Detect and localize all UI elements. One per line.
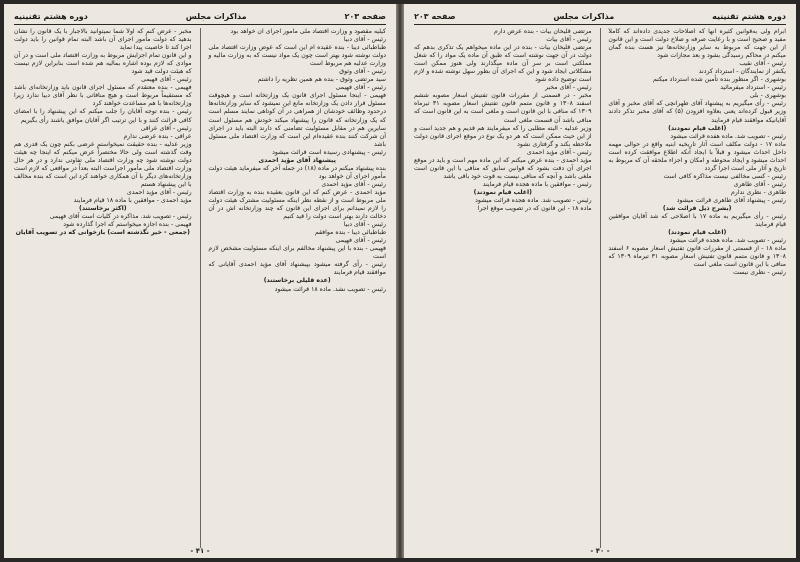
left-page-columns	[14, 28, 386, 548]
speech-paragraph: (اکثر برخاستند)	[79, 205, 127, 213]
speech-paragraph: (اغلب قیام نمودند)	[473, 188, 532, 196]
left-page	[4, 4, 396, 558]
speech-paragraph: مؤید احمدی - بنده عرض میکنم که این ماده مهم است و باید در موقع اجرای آن دقت بشود که قوانین سابق که منافی با این قانون است ملغی باشد و آنچه که منافی نیست به قوت خود باقی باشد	[413, 156, 592, 180]
speech-paragraph: فهیمی - بنده معتقدم که مسئول اجرای قانون باید وزارتخانه‌ای باشد که مستقیماً مربوط است و هیچ منافاتی با نظر آقای دبیا ندارد زیرا وزارتخانه‌ها با هم مساعدت خواهند کرد	[13, 84, 192, 108]
speech-paragraph: رئیس - آقای مؤید احمدی	[526, 148, 592, 156]
speech-paragraph: عراقی - بنده عرضی ندارم	[123, 132, 192, 140]
speech-paragraph: رئیس - آقای نقیب	[739, 60, 786, 68]
speech-paragraph: بوشهری - بلی	[749, 92, 786, 100]
speech-paragraph: رئیس - پیشنهادی رسیده است قرائت میشود	[272, 148, 386, 156]
speech-paragraph: مخبر - عرض کنم که اولاً شما نمیتوانید بالاجبار با یک قانون را نشان بدهید که دولت مأمور اجرای آن باشد البته تمام قوانین را باید دولت اجرا کند تا خاصیت پیدا نماید	[13, 28, 192, 52]
speech-paragraph: رئیس - آقای طاهری	[733, 180, 786, 188]
speech-paragraph: رئیس - تصویب شد. مذاکره در کلیات است آقای فهیمی	[49, 213, 192, 221]
speech-paragraph: رئیس - آقای مؤید احمدی	[321, 180, 386, 188]
speech-paragraph: فهیمی - بنده اجازه میخواستم که اجرا گذارده شود	[63, 221, 192, 229]
speech-paragraph: رئیس - آقای فهیمی	[335, 84, 386, 92]
speech-paragraph: رئیس - رأی میگیریم به پیشنهاد آقای طهرانچی که آقای مخبر و آقای وزیر قبول کرده‌اند یعنی بعلاوه افزودن (۵) که آقای مخبر تذکر دادند آقایانیکه موافقند قیام فرمایند	[608, 100, 786, 124]
speech-paragraph: مؤید احمدی - عرض کنم که این قانون بعقیده بنده به وزارت اقتصاد ملی مربوط است و از نقطه نظر اینکه مسئولیت مشترک هیئت دولت را لازم نمیدانم برای اجرای این قانون که چند وزارتخانه اش در آن دخالت دارند بهتر است دولت را قید کنیم	[208, 188, 386, 221]
speech-paragraph: مرتضی قلیخان بیات - بنده در این ماده میخواهم یک تذکری بدهم که دولت در آن جهت نوشته است که طبق آن ماده یک مواد را که شغل مملکتی است بر سر آن ماده میگذارند ولی هنوز ممکن است مشکلاتی ایجاد شود و این که اجرای آن بطور سهل نوشته شده و لازم است توضیح داده شود	[413, 44, 592, 84]
speech-paragraph: رئیس - آقای فهیمی	[335, 237, 386, 245]
speech-paragraph: رئیس - کسی مخالفی نیست مذاکره کافی است	[663, 172, 786, 180]
speech-paragraph: رئیس - تصویب نشد. ماده ۱۸ قرائت میشود	[274, 285, 386, 293]
speech-paragraph: رئیس - آقای دبیا	[343, 36, 386, 44]
speech-paragraph: (اغلب قیام نمودند)	[668, 229, 727, 237]
right-page	[404, 4, 796, 558]
speech-paragraph: فهیمی - بنده با این پیشنهاد مخالفم برای اینکه مسئولیت مشخص لازم است	[208, 245, 386, 261]
speech-paragraph: فهیمی - اینجا مسئول اجرای قانون یک وزارتخانه است و هیچوقت مسئول قرار دادن یک وزارتخانه مانع این نمیشود که سایر وزارتخانه‌ها درحدود وظائف خودشان از همراهی در آن کوتاهی نمایند مسلم است که یک وزارتخانه که قانون را پیشنهاد میکند خودش هم مسئول است سایرین هم در مقابل مسئولیت تضامنی که دارند البته باید در اجرای آن شرکت کنند بنده عقیده‌ام این است که وزارت اقتصاد ملی مسئول باشد	[208, 92, 386, 148]
speech-paragraph: یکنفر از نمایندگان - استرداد کردند	[698, 68, 786, 76]
left-page-number: - ۴۱ -	[190, 547, 210, 555]
speech-paragraph: رئیس - موافقین با ماده هجده قیام فرمایند	[482, 180, 592, 188]
speech-paragraph: رئیس - آقای بیات	[546, 36, 592, 44]
speech-paragraph: رئیس - تصویب شد. ماده هجده قرائت میشود	[475, 196, 592, 204]
speech-paragraph: رئیس - آقای عراقی	[140, 124, 192, 132]
speech-paragraph: بوشهری - اگر منظور بنده تأمین شده استرداد میکنم	[653, 76, 786, 84]
left-page-column-1	[208, 28, 386, 548]
speech-paragraph: رئیس - رأی میگیریم به ماده ۱۷ با اصلاحی که شد آقایان موافقین قیام فرمایند	[608, 213, 786, 229]
speech-paragraph: طباطبائی دیبا - بنده موافقم	[314, 229, 386, 237]
speech-paragraph: رئیس - تصویب شد. ماده هفده قرائت میشود	[670, 132, 786, 140]
right-page-columns	[414, 28, 786, 548]
speech-paragraph: رئیس - آقای دبیا	[343, 221, 386, 229]
speech-paragraph: مؤید احمدی - موافقین با ماده ۱۸ قیام فرمایند	[73, 196, 192, 204]
right-page-number: - ۴۰ -	[590, 547, 610, 555]
speech-paragraph: مرتضی قلیخان بیات - بنده عرض دارم	[494, 28, 592, 35]
right-header-page-label: صفحه ۲۰۳	[414, 11, 456, 21]
speech-paragraph: رئیس - رأی گرفته میشود بپیشنهاد آقای مؤید احمدی آقایانی که موافقند قیام فرمایند	[208, 261, 386, 277]
speech-paragraph: پیشنهاد آقای مؤید احمدی	[258, 156, 336, 164]
book-spread	[4, 4, 796, 558]
speech-paragraph: وزیر عدلیه - البته مطلبی را که میفرمایند هم قدیم و هم جدید است و از این حیث ممکن است که هر دو یک نوع در موقع اجرای قانون دولت ملاحظه بکند و گرفتاری نشود	[413, 124, 592, 148]
speech-paragraph: رئیس - بنده توجه آقایان را جلب میکنم که این پیشنهاد را با امضای کافی قرائت کنند و با این ترتیب اگر آقایان موافق باشند رأی بگیریم	[13, 108, 192, 124]
speech-paragraph: رئیس - پیشنهاد آقای طاهری قرائت میشود	[676, 196, 786, 204]
right-header-session: دوره هشتم تقنینیه	[712, 11, 786, 21]
speech-paragraph: وزیر عدلیه - بنده حقیقت نمیخواستم عرضی بکنم چون یک قدری هم وقت گذشته است ولی حالا مختصراً عرض میکنم که اینجا چه هیئت دولت نوشته شود چه وزارت اقتصاد ملی تفاوتی ندارد و در هر حال وزارت اقتصاد ملی مأمور اجراست البته بعداً در مواقعی که لازم است وزارتخانه‌های دیگر با آن همکاری خواهند کرد این است که بنده مخالف با این پیشنهاد هستم	[13, 140, 192, 188]
book-gutter	[396, 4, 404, 558]
speech-paragraph: رئیس - تصویب شد. ماده هجده قرائت میشود	[669, 237, 786, 245]
right-page-header	[414, 10, 786, 25]
column-divider	[600, 28, 601, 548]
speech-paragraph: طباطبائی دیبا - بنده عقیده ام این است که عوض وزارت اقتصاد ملی دولت نوشته شود بهتر است چون یک مواد نیست که به وزارت مالیه و وزارت عدلیه هم مربوط است	[208, 44, 386, 68]
left-page-column-2	[14, 28, 192, 548]
speech-paragraph: رئیس - آقای وثوق	[339, 68, 386, 76]
speech-paragraph: رئیس - استرداد میفرمائید	[720, 84, 786, 92]
speech-paragraph: رئیس - آقای فهیمی	[141, 76, 192, 84]
speech-paragraph: رئیس - نظری نیست	[733, 269, 786, 277]
left-header-page-label: صفحه ۲۰۳	[344, 11, 386, 21]
speech-paragraph: (عده قلیلی برخاستند)	[263, 277, 331, 285]
speech-paragraph: طاهری - نظری ندارم	[730, 188, 786, 196]
speech-paragraph: (اغلب قیام نمودند)	[668, 124, 727, 132]
speech-paragraph: ماده ۱۸ - از قسمتی از مقررات قانون تفتیش اسعار مصوبه ۶ اسفند ۱۳۰۸ و قانون متمم قانون تفتیش اسعار مصوبه ۳۱ تیرماه ۱۳۰۹ که منافی با این قانون است ملغی است	[608, 245, 786, 269]
speech-paragraph: (جمعی - خیر نگذشته است) بازخوانی که در تصویب آقایان	[15, 229, 190, 237]
left-header-title: مذاکرات مجلس	[185, 11, 247, 21]
speech-paragraph: ابرام ولی به‌قوانین کثیره آنها که اصلاحات جدیدی داده‌اند که کاملاً مفید و صحیح است و با رعایت صرفه و صلاح دولت است و این قانون از این جهت که مربوط به سایر وزارتخانه‌ها نیز هست بنده گمان میکنم در محاکم رسیدگی بشود و بعد مجازات شود	[608, 28, 786, 60]
speech-paragraph: ماده ۱۸ - این قانون که در تصویب موقع اجرا	[477, 205, 592, 213]
right-header-title: مذاکرات مجلس	[553, 11, 615, 21]
speech-paragraph: (بشرح ذیل قرائت شد)	[662, 205, 732, 213]
speech-paragraph: رئیس - آقای مخبر	[545, 84, 592, 92]
speech-paragraph: بنده پیشنهاد میکنم در ماده (۱۸) در جمله آخر که میفرماید هیئت دولت مأمور اجرای آن خواهد بود	[208, 164, 386, 180]
left-header-session: دوره هشتم تقنینیه	[14, 11, 88, 21]
right-page-column-2	[414, 28, 592, 548]
speech-paragraph: رئیس - آقای مؤید احمدی	[126, 188, 192, 196]
speech-paragraph: و این قانون تمام اجزایش مربوط به وزارت اقتصاد ملی است و در آن موادی که لازم بوده اشاره بمالیه هم شده است بنابراین لازم نیست که هیئت دولت قید شود	[13, 52, 192, 76]
right-page-column-1	[608, 28, 786, 548]
speech-paragraph: مخبر - در قسمتی از مقررات قانون تفتیش اسعار مصوبه ششم اسفند ۱۳۰۸ و قانون متمم قانون تفتیش اسعار مصوبه ۳۱ تیرماه ۱۳۰۹ که منافی با این قانون است و ملغی است به این قانون است که منافی باشد آن قسمت ملغی است	[413, 92, 592, 124]
speech-paragraph: سید مرتضی وثوق - بنده هم همین نظریه را داشتم	[257, 76, 386, 84]
left-page-header	[14, 10, 386, 25]
speech-paragraph: کیلیه مقصود و وزارت اقتصاد ملی مأمور اجرای آن خواهد بود	[230, 28, 386, 35]
column-divider	[200, 28, 201, 548]
speech-paragraph: ماده ۱۷ - دولت مکلف است آثار تاریخیه ابنیه واقع در حوالی مهمه داخل احداث میشود و قبلاً با ایجاد آنکه اطلاع موافقت کرده است احداث میشود و ایجاد محوطه و امکان و اجزاء ملحقه آن که مربوط به تاریخ و آثار ملی است اجرا گردد	[608, 140, 786, 172]
